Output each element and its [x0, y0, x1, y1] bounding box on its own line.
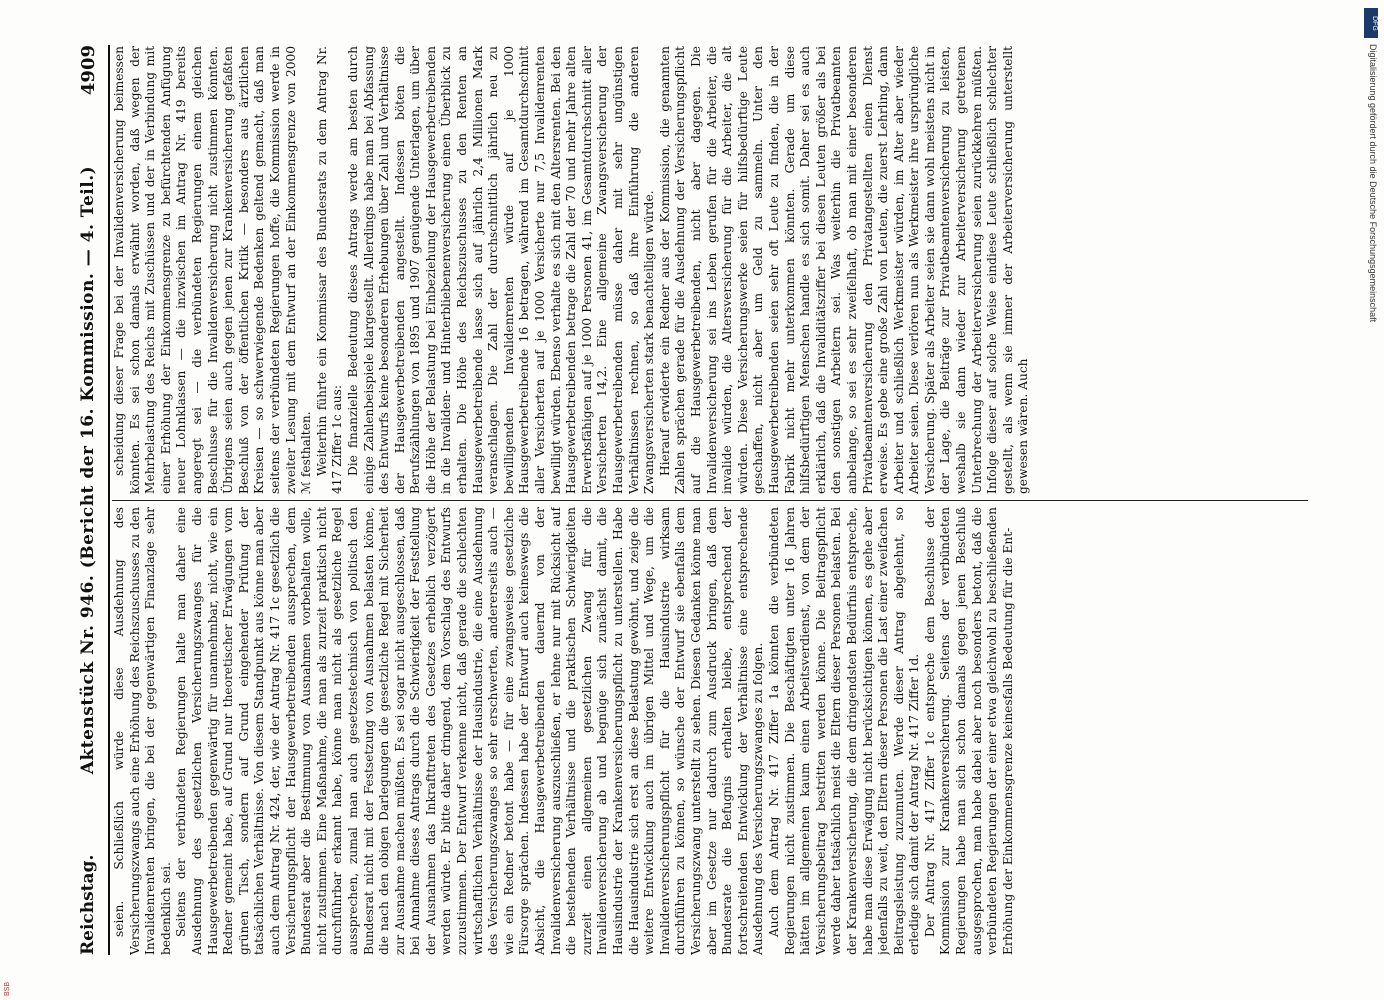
paragraph: seien. Schließlich würde diese Ausdehnung des Versicherungszwangs auch eine Erhöhung des Reichszuschusses zu den Invalidenrenten bringen, die bei der gegenwärtigen Finanzlage sehr bedenklich sei. [112, 507, 173, 955]
paragraph: Der Antrag Nr. 417 Ziffer 1c entspreche dem Beschlusse der Kommission zur Krankenversicherung. Seitens der verbündeten Regierungen habe man sich schon damals gegen jenen Beschluß ausgesprochen, man habe dabei aber noch besonders betont, daß die verbündeten Regierungen der einer etwa gleichwohl zu beschließenden Erhöhung der Einkommensgrenze keinesfalls Bedeutung für die Ent- [922, 507, 1015, 955]
header-left: Reichstag. [78, 854, 98, 955]
column-divider [112, 500, 1308, 501]
page-number: 4909 [77, 45, 99, 96]
text-columns [112, 45, 1308, 955]
paragraph: Hierauf erwiderte ein Redner aus der Kommission, die genannten Zahlen sprächen gerade für die Ausdehnung der Versicherungspflicht auf die Hausgewerbetreibenden, nicht aber dagegen. Die Invalidenversicherung sei ins Leben gerufen für die Arbeiter, die invalide würden, die Altersversicherung für die Arbeiter, die alt würden. Diese Versicherungswerke seien für hilfsbedürftige Leute geschaffen, nicht aber um Geld zu sammeln. Unter den Hausgewerbetreibenden seien sehr oft Leute zu finden, die in der Fabrik nicht mehr unterkommen könnten. Gerade um diese hilfsbedürftigen Menschen handle es sich somit. Daher sei es auch erklärlich, daß die Invaliditätsziffer bei diesen Leuten größer als bei den sonstigen Arbeitern sei. Was weiterhin die Privatbeamten anbelange, so sei es sehr zweifelhaft, ob man mit einer besonderen Privatbeamtenversicherung den Privatangestellten einen Dienst erweise. Es gebe eine große Zahl von Leuten, die zuerst Lehrling, dann Arbeiter und schließlich Werkmeister würden, im Alter aber wieder Arbeiter seien. Diese verlören nun als Werkmeister ihre ursprüngliche Versicherung. Später als Arbeiter seien sie dann wohl meistens nicht in der Lage, die Beiträge zur Privatbeamtenversicherung zu leisten, weshalb sie dann wieder zur Arbeiterversicherung getretenen Unterbrechung der Arbeiterversicherung seien zurückkehren müßten. Infolge dieser auf solche Weise eindiese Leute schließlich schlechter gestellt, als wenn sie immer der Arbeiterversicherung unterstellt gewesen wären. Auch [657, 46, 1031, 494]
paragraph: Die finanzielle Bedeutung dieses Antrags werde am besten durch einige Zahlenbeispiele klargestellt. Allerdings habe man bei Abfassung des Entwurfs keine besonderen Erhebungen über Zahl und Verhältnisse der Hausgewerbetreibenden angestellt. Indessen böten die Berufszählungen von 1895 und 1907 genügende Unterlagen, um über die Höhe der Belastung bei Einbeziehung der Hausgewerbetreibenden in die Invaliden- und Hinterbliebenenversicherung einen Überblick zu erhalten. Die Höhe des Reichszuschusses zu den Renten an Hausgewerbetreibende lasse sich auf jährlich 2,4 Millionen Mark veranschlagen. Die Zahl der durchschnittlich jährlich neu zu bewilligenden Invalidenrenten würde auf je 1000 Hausgewerbetreibende 16 betragen, während im Gesamtdurchschnitt aller Versicherten auf je 1000 Versicherte nur 7,5 Invalidenrenten bewilligt würden. Ebenso verhalte es sich mit den Altersrenten. Bei den Hausgewerbetreibenden betrage die Zahl der 70 und mehr Jahre alten Erwerbsfähigen auf je 1000 Personen 41, im Gesamtdurchschnitt aller Versicherten 14,2. Eine allgemeine Zwangsversicherung der Hausgewerbetreibenden müsse daher mit sehr ungünstigen Verhältnissen rechnen, so daß ihre Einführung die anderen Zwangsversicherten stark benachteiligen würde. [345, 46, 657, 494]
column-left [112, 507, 1308, 955]
library-stamp: BSB [4, 981, 11, 996]
page-header [68, 45, 110, 955]
paragraph: Auch dem Antrag Nr. 417 Ziffer 1a könnten die verbündeten Regierungen nicht zustimmen. Die Beschäftigten unter 16 Jahren hätten im allgemeinen kaum einen Arbeitsverdienst, von dem der Versicherungsbeitrag bestritten werden könne. Die Beitragspflicht werde daher tatsächlich meist die Eltern dieser Personen belasten. Bei der Krankenversicherung, die dem dringendsten Bedürfnis entspreche, habe man diese Erwägung nicht berücksichtigen können, es gehe aber jedenfalls zu weit, den Eltern dieser Personen die Last einer zweifachen Beitragsleistung zuzumuten. Werde dieser Antrag abgelehnt, so erledige sich damit der Antrag Nr. 417 Ziffer 1d. [766, 507, 922, 955]
column-right [112, 46, 1308, 494]
digitization-credit: Digitalisierung gefördert durch die Deutsche Forschungsgemeinschaft [1368, 44, 1378, 323]
header-title: Aktenstück Nr. 946. (Bericht der 16. Kommission. — 4. Teil.) [78, 165, 98, 775]
rotated-page-content [68, 45, 1308, 955]
paragraph: scheidung dieser Frage bei der Invalidenversicherung beimessen könnten. Es sei schon damals erwähnt worden, daß wegen der Mehrbelastung des Reichs mit Zuschüssen und der in Verbindung mit einer Erhöhung der Einkommensgrenze zu befürchtenden Anfügung neuer Lohnklassen — die inzwischen im Antrag Nr. 419 bereits angeregt sei — die verbündeten Regierungen einem gleichen Beschlusse für die Invalidenversicherung nicht zustimmen könnten. Übrigens seien auch gegen jenen zur Krankenversicherung gefaßten Beschluß von der öffentlichen Kritik — besonders aus ärztlichen Kreisen — so schwerwiegende Bedenken geltend gemacht, daß man seitens der verbündeten Regierungen hoffe, die Kommission werde in zweiter Lesung mit dem Entwurf an der Einkommensgrenze von 2000 ℳ festhalten. [112, 46, 314, 494]
paragraph: Seitens der verbündeten Regierungen halte man daher eine Ausdehnung des gesetzlichen Versicherungszwanges für die Hausgewerbetreibenden gegenwärtig für unannehmbar, nicht, wie ein Redner gemeint habe, auf Grund nur theoretischer Erwägungen vom grünen Tisch, sondern auf Grund eingehender Prüfung der tatsächlichen Verhältnisse. Von diesem Standpunkt aus könne man aber auch dem Antrag Nr. 424, der, wie der Antrag Nr. 417 1c gesetzlich die Versicherungspflicht der Hausgewerbetreibenden aussprechen, dem Bundesrat aber die Bestimmung von Ausnahmen vorbehalten wolle, nicht zustimmen. Eine Maßnahme, die man als zurzeit praktisch nicht durchführbar erkannt habe, könne man nicht als gesetzliche Regel aussprechen, zumal man auch gesetzestechnisch von politisch den Bundesrat nicht mit der Festsetzung von Ausnahmen belasten könne, die nach den obigen Darlegungen die gesetzliche Regel mit Sicherheit zur Ausnahme machen müßten. Es sei sogar nicht ausgeschlossen, daß bei Annahme dieses Antrags durch die Schwierigkeit der Feststellung der Ausnahmen das Inkrafttreten des Gesetzes erheblich verzögert werden würde. Er bitte daher dringend, dem Vorschlag des Entwurfs zuzustimmen. Der Entwurf verkenne nicht, daß gerade die schlechten wirtschaftlichen Verhältnisse der Hausindustrie, die eine Ausdehnung des Versicherungszwanges so sehr erschwerten, andererseits auch — wie ein Redner betont habe — für eine zwangsweise gesetzliche Fürsorge sprächen. Indessen habe der Entwurf auch keineswegs die Absicht, die Hausgewerbetreibenden dauernd von der Invalidenversicherung auszuschließen, er lehne nur mit Rücksicht auf die bestehenden Verhältnisse und die praktischen Schwierigkeiten zurzeit einen allgemeinen gesetzlichen Zwang für die Invalidenversicherung ab und begnüge sich zunächst damit, die Hausindustrie der Krankenversicherungspflicht zu unterstellen. Habe die Hausindustrie sich erst an diese Belastung gewöhnt, und zeige die weitere Entwicklung auch im übrigen Mittel und Wege, um die Invalidenversicherungspflicht für die Hausindustrie wirksam durchführen zu können, so wünsche der Entwurf sie ebenfalls dem Versicherungszwang unterstellt zu sehen. Diesen Gedanken könne man aber im Gesetze nur dadurch zum Ausdruck bringen, daß dem Bundesrate die Befugnis erhalten bleibe, entsprechend der fortschreitenden Entwicklung der Verhältnisse eine entsprechende Ausdehnung des Versicherungszwanges zu folgen. [174, 507, 766, 955]
dfg-logo: DFG [1364, 8, 1378, 38]
paragraph: Weiterhin führte ein Kommissar des Bundesrats zu dem Antrag Nr. 417 Ziffer 1c aus: [314, 46, 345, 494]
